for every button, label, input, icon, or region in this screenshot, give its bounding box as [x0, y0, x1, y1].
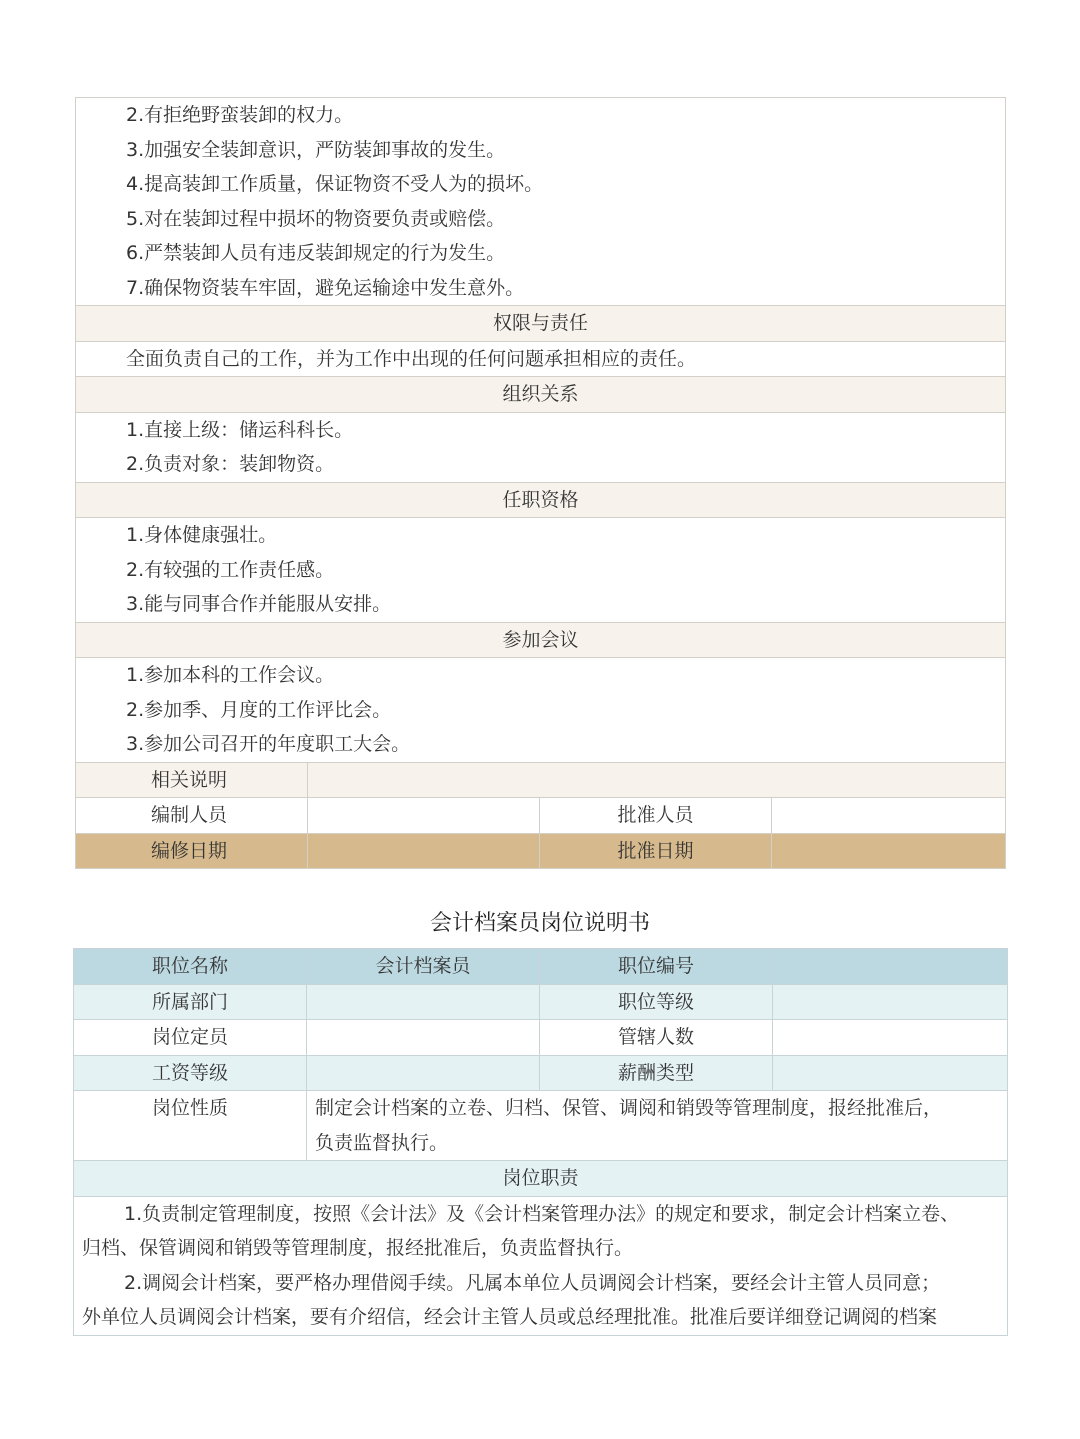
- department-label: 所属部门: [74, 984, 307, 1020]
- level-value: [773, 984, 1008, 1020]
- headcount-label: 岗位定员: [74, 1020, 307, 1056]
- salary-type-label: 薪酬类型: [540, 1055, 773, 1091]
- headcount-value: [307, 1020, 540, 1056]
- level-label: 职位等级: [540, 984, 773, 1020]
- approve-date-value: [772, 833, 1006, 869]
- position-name-value: 会计档案员: [307, 949, 540, 985]
- organization-section-header: 组织关系: [76, 377, 1006, 413]
- duties-cell: [76, 98, 1006, 306]
- meetings-section-header: 参加会议: [76, 622, 1006, 658]
- duty-line: 4.提高装卸工作质量，保证物资不受人为的损坏。: [126, 173, 544, 195]
- meeting-line: 1.参加本科的工作会议。: [126, 664, 335, 686]
- nature-line: 负责监督执行。: [315, 1131, 449, 1154]
- qualification-line: 2.有较强的工作责任感。: [126, 558, 335, 581]
- duty-line: 6.严禁装卸人员有违反装卸规定的行为发生。: [126, 242, 506, 264]
- duties-section-header: 岗位职责: [74, 1161, 1008, 1197]
- duties-row: [76, 98, 1006, 306]
- position-code-label: 职位编号: [540, 949, 773, 985]
- duty-line: 2.有拒绝野蛮装卸的权力。: [126, 104, 354, 126]
- authority-line: 全面负责自己的工作，并为工作中出现的任何问题承担相应的责任。: [126, 347, 697, 370]
- subordinates-value: [773, 1020, 1008, 1056]
- duty-paragraph-line: 1.负责制定管理制度，按照《会计法》及《会计档案管理办法》的规定和要求，制定会计档案立卷、: [124, 1202, 960, 1225]
- meeting-line: 2.参加季、月度的工作评比会。: [126, 698, 392, 721]
- duties-content: [74, 1196, 1008, 1335]
- position-name-label: 职位名称: [74, 949, 307, 985]
- approve-date-label: 批准日期: [540, 833, 772, 869]
- duty-paragraph-line: 归档、保管调阅和销毁等管理制度，报经批准后，负责监督执行。: [82, 1237, 634, 1259]
- authority-section-header: 权限与责任: [76, 306, 1006, 342]
- approver-value: [772, 798, 1006, 834]
- duty-paragraph-line: 2.调阅会计档案，要严格办理借阅手续。凡属本单位人员调阅会计档案，要经会计主管人员同意；: [124, 1271, 941, 1294]
- approver-label: 批准人员: [540, 798, 772, 834]
- meeting-line: 3.参加公司召开的年度职工大会。: [126, 733, 411, 755]
- qualification-line: 3.能与同事合作并能服从安排。: [126, 593, 392, 615]
- compiler-label: 编制人员: [76, 798, 308, 834]
- loader-job-description-table: [75, 97, 1006, 869]
- meetings-cell: [76, 658, 1006, 763]
- edit-date-value: [308, 833, 540, 869]
- nature-label: 岗位性质: [74, 1091, 307, 1161]
- qualification-section-header: 任职资格: [76, 482, 1006, 518]
- related-notes-label: 相关说明: [76, 762, 308, 798]
- edit-date-label: 编修日期: [76, 833, 308, 869]
- wage-grade-value: [307, 1055, 540, 1091]
- wage-grade-label: 工资等级: [74, 1055, 307, 1091]
- organization-line: 1.直接上级：储运科科长。: [126, 418, 354, 441]
- nature-value: [307, 1091, 1008, 1161]
- duty-line: 5.对在装卸过程中损坏的物资要负责或赔偿。: [126, 207, 506, 230]
- duty-line: 7.确保物资装车牢固，避免运输途中发生意外。: [126, 276, 525, 299]
- document-title: 会计档案员岗位说明书: [429, 911, 650, 936]
- authority-cell: [76, 341, 1006, 377]
- subordinates-label: 管辖人数: [540, 1020, 773, 1056]
- duty-line: 3.加强安全装卸意识，严防装卸事故的发生。: [126, 138, 506, 161]
- salary-type-value: [773, 1055, 1008, 1091]
- department-value: [307, 984, 540, 1020]
- duty-paragraph-line: 外单位人员调阅会计档案，要有介绍信，经会计主管人员或总经理批准。批准后要详细登记调阅的档案: [82, 1306, 938, 1328]
- compiler-value: [308, 798, 540, 834]
- nature-line: 制定会计档案的立卷、归档、保管、调阅和销毁等管理制度，报经批准后，: [315, 1097, 943, 1119]
- qualification-cell: [76, 518, 1006, 623]
- organization-line: 2.负责对象：装卸物资。: [126, 453, 335, 475]
- organization-cell: [76, 412, 1006, 482]
- qualification-line: 1.身体健康强壮。: [126, 524, 278, 546]
- archivist-job-description-table: [73, 948, 1008, 1336]
- related-notes-value: [308, 762, 1006, 798]
- position-code-value: [773, 949, 1008, 985]
